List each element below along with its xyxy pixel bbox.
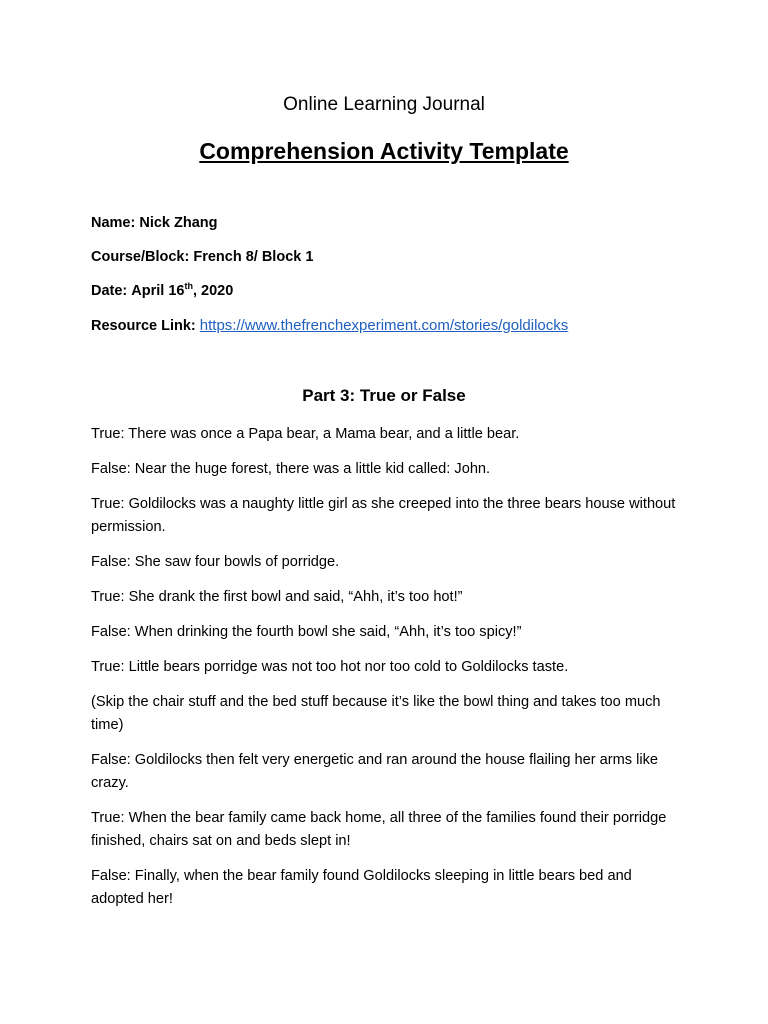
statement-item: False: Finally, when the bear family found Goldilocks sleeping in little bears bed and adopted her! — [91, 868, 632, 907]
course-value: French 8/ Block 1 — [193, 249, 314, 265]
statement-item: True: She drank the first bowl and said, “Ahh, it’s too hot!” — [91, 589, 463, 605]
statement-item: True: When the bear family came back home, all three of the families found their porridge finished, chairs sat on and beds slept in! — [91, 810, 667, 849]
date-field — [91, 283, 233, 299]
statement-item: False: Near the huge forest, there was a little kid called: John. — [91, 461, 491, 477]
name-label: Name: — [91, 215, 136, 231]
resource-label: Resource Link: — [91, 318, 196, 334]
name-field — [91, 215, 218, 231]
statement-list — [91, 423, 681, 923]
document-title: Online Learning Journal — [283, 94, 485, 115]
statement-item: (Skip the chair stuff and the bed stuff because it’s like the bowl thing and takes too much time) — [91, 694, 661, 733]
date-value — [131, 283, 233, 299]
course-label: Course/Block: — [91, 249, 190, 265]
document-subtitle: Comprehension Activity Template — [199, 138, 569, 164]
statement-item: True: Little bears porridge was not too hot nor too cold to Goldilocks taste. — [91, 659, 569, 675]
date-label: Date: — [91, 283, 128, 299]
name-value: Nick Zhang — [139, 215, 218, 231]
date-year: , 2020 — [192, 283, 234, 299]
resource-link[interactable]: https://www.thefrenchexperiment.com/stories/goldilocks — [199, 317, 569, 334]
statement-item: False: Goldilocks then felt very energetic and ran around the house flailing her arms like crazy. — [91, 752, 659, 791]
statement-item: True: There was once a Papa bear, a Mama bear, and a little bear. — [91, 426, 520, 442]
date-month-day: April 16 — [131, 283, 185, 299]
statement-item: False: When drinking the fourth bowl she said, “Ahh, it’s too spicy!” — [91, 624, 522, 640]
statement-item: True: Goldilocks was a naughty little girl as she creeped into the three bears house without permission. — [91, 496, 676, 535]
resource-field — [91, 317, 568, 334]
section-heading: Part 3: True or False — [302, 386, 466, 405]
statement-item: False: She saw four bowls of porridge. — [91, 554, 340, 570]
course-field — [91, 249, 313, 265]
date-suffix: th — [184, 281, 193, 292]
